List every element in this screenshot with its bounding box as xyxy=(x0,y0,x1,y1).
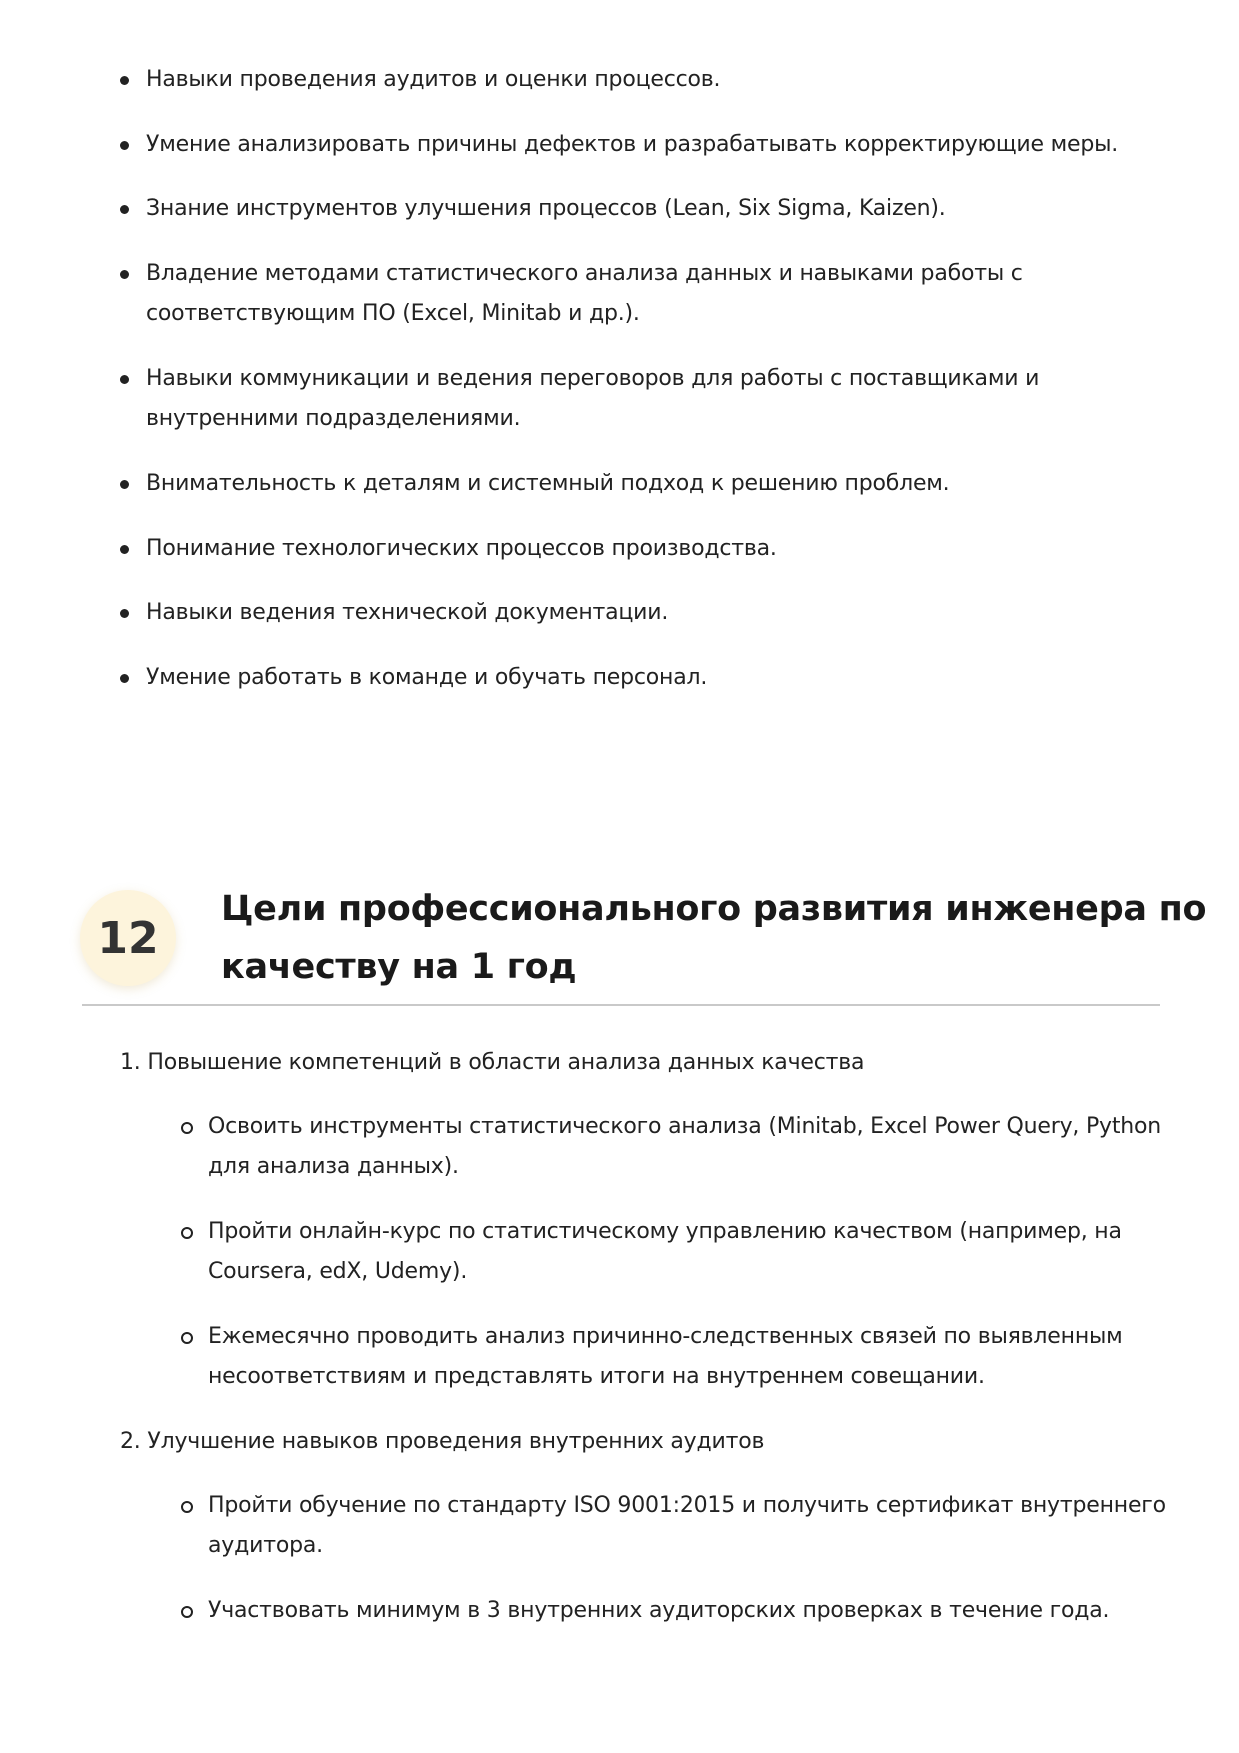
goal-subitem xyxy=(208,1486,1168,1566)
section-number-badge xyxy=(80,890,176,986)
goal-subitem-text: Освоить инструменты статистического анализа (Minitab, Excel Power Query, Python xyxy=(208,1114,1162,1139)
bullet-icon xyxy=(120,141,129,150)
list-item-text: Навыки коммуникации и ведения переговоров для работы с поставщиками и xyxy=(146,366,1040,391)
goal-subitem-text: Пройти онлайн-курс по статистическому управлению качеством (например, на xyxy=(208,1219,1122,1244)
list-item-text: Умение анализировать причины дефектов и разрабатывать корректирующие меры. xyxy=(146,132,1119,157)
bullet-icon xyxy=(120,545,129,554)
list-item xyxy=(146,189,1156,229)
list-item-text: Знание инструментов улучшения процессов (Lean, Six Sigma, Kaizen). xyxy=(146,196,946,221)
goal-subitem-text: Ежемесячно проводить анализ причинно-следственных связей по выявленным xyxy=(208,1324,1123,1349)
goal-subitem-text: Coursera, edX, Udemy). xyxy=(208,1259,468,1284)
goal-subitem xyxy=(208,1212,1168,1292)
goal-subitem xyxy=(208,1317,1168,1397)
goal-subitem-text: несоответствиям и представлять итоги на внутреннем совещании. xyxy=(208,1364,985,1389)
list-item xyxy=(146,254,1156,334)
list-item xyxy=(146,464,1156,504)
goal-subitem-text: Пройти обучение по стандарту ISO 9001:2015 и получить сертификат внутреннего xyxy=(208,1493,1166,1518)
section-title-line: качеству на 1 год xyxy=(221,947,577,987)
section-title-line: Цели профессионального развития инженера по xyxy=(221,889,1207,929)
goal-subitem xyxy=(208,1591,1168,1631)
list-item xyxy=(146,593,1156,633)
circle-bullet-icon xyxy=(181,1122,193,1134)
circle-bullet-icon xyxy=(181,1501,193,1513)
goal-label: 1. Повышение компетенций в области анализа данных качества xyxy=(120,1050,865,1075)
list-item-text: внутренними подразделениями. xyxy=(146,406,521,431)
section-divider xyxy=(82,1004,1160,1006)
list-item-text: Понимание технологических процессов производства. xyxy=(146,536,777,561)
list-item xyxy=(146,60,1156,100)
section-title xyxy=(221,880,1207,996)
list-item-text: Навыки проведения аудитов и оценки процессов. xyxy=(146,67,721,92)
bullet-icon xyxy=(120,375,129,384)
bullet-icon xyxy=(120,270,129,279)
goal-item xyxy=(120,1043,1160,1083)
circle-bullet-icon xyxy=(181,1332,193,1344)
goal-subitem-text: аудитора. xyxy=(208,1533,323,1558)
list-item-text: Навыки ведения технической документации. xyxy=(146,600,669,625)
list-item xyxy=(146,658,1156,698)
goal-subitem xyxy=(208,1107,1168,1187)
circle-bullet-icon xyxy=(181,1227,193,1239)
bullet-icon xyxy=(120,609,129,618)
list-item-text: Внимательность к деталям и системный подход к решению проблем. xyxy=(146,471,950,496)
list-item xyxy=(146,359,1156,439)
bullet-icon xyxy=(120,76,129,85)
goal-subitem-text: для анализа данных). xyxy=(208,1154,459,1179)
goal-item xyxy=(120,1422,1160,1462)
list-item xyxy=(146,529,1156,569)
section-number: 12 xyxy=(97,912,159,964)
bullet-icon xyxy=(120,205,129,214)
bullet-icon xyxy=(120,674,129,683)
goal-subitem-text: Участвовать минимум в 3 внутренних аудиторских проверках в течение года. xyxy=(208,1598,1110,1623)
list-item-text: соответствующим ПО (Excel, Minitab и др.). xyxy=(146,301,640,326)
goal-label: 2. Улучшение навыков проведения внутренних аудитов xyxy=(120,1429,765,1454)
bullet-icon xyxy=(120,480,129,489)
circle-bullet-icon xyxy=(181,1606,193,1618)
list-item xyxy=(146,125,1156,165)
list-item-text: Владение методами статистического анализа данных и навыками работы с xyxy=(146,261,1023,286)
list-item-text: Умение работать в команде и обучать персонал. xyxy=(146,665,708,690)
